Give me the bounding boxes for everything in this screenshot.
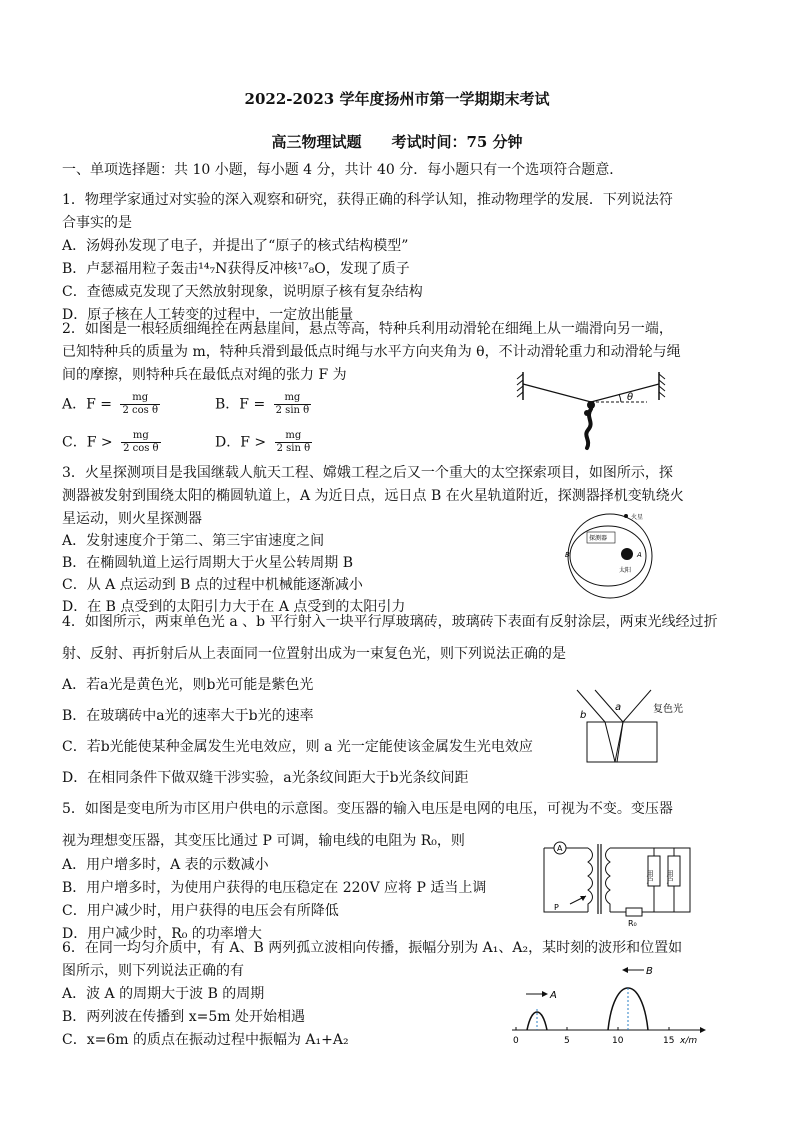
q4-stem-line1: 4．如图所示，两束单色光 a 、b 平行射入一块平行厚玻璃砖，玻璃砖下表面有反射涂层，两束光线经过折 xyxy=(62,614,718,630)
sun-icon xyxy=(621,548,633,560)
q5-r0-label: R₀ xyxy=(628,919,637,928)
q5-ammeter-label: A xyxy=(557,844,563,853)
q6-option-b: B．两列波在传播到 x=5m 处开始相遇 xyxy=(62,1009,305,1025)
q6-tick-label: 10 xyxy=(612,1036,624,1046)
q5-stem-line1: 5．如图是变电所为市区用户供电的示意图。变压器的输入电压是电网的电压，可视为不变。变压器 xyxy=(62,801,673,817)
q2-option-a: A．F = $\frac{mg}{\text{2 cos θ}}$ xyxy=(62,392,158,416)
q5-option-c: C．用户减少时，用户获得的电压会有所降低 xyxy=(62,903,339,919)
q2-stem-line1: 2．如图是一根轻质细绳拴在两悬崖间，悬点等高，特种兵利用动滑轮在细绳上从一端滑向另一端， xyxy=(62,321,673,337)
q1-option-d: D．原子核在人工转变的过程中，一定放出能量 xyxy=(62,307,354,323)
q3-point-b: B xyxy=(565,551,570,559)
mars-icon xyxy=(624,514,628,518)
page-title: 2022-2023 学年度扬州市第一学期期末考试 xyxy=(244,90,550,108)
q5-circuit-figure xyxy=(540,834,700,928)
q1-stem-line1: 1．物理学家通过对实验的深入观察和研究，获得正确的科学认知，推动物理学的发展．下列说法符 xyxy=(62,192,673,208)
q4-option-b: B．在玻璃砖中a光的速率大于b光的速率 xyxy=(62,708,314,724)
q1-option-b: B．卢瑟福用粒子轰击¹⁴₇N获得反冲核¹⁷₈O，发现了质子 xyxy=(62,261,410,277)
q5-stem-line2: 视为理想变压器，其变压比通过 P 可调，输电线的电阻为 R₀，则 xyxy=(62,833,465,849)
q5-option-b: B．用户增多时，为使用户获得的电压稳定在 220V 应将 P 适当上调 xyxy=(62,880,487,896)
q4-stem-line2: 射、反射、再折射后从上表面同一位置射出成为一束复色光，则下列说法正确的是 xyxy=(62,646,566,662)
q2-option-c: C．F > $\frac{mg}{\text{2 cos θ}}$ xyxy=(62,430,159,454)
q4-option-a: A．若a光是黄色光，则b光可能是紫色光 xyxy=(62,677,314,693)
q5-option-a: A．用户增多时，A 表的示数减小 xyxy=(62,857,269,873)
q4-beam-a-label: a xyxy=(615,702,622,713)
q6-stem-line1: 6．在同一均匀介质中，有 A、B 两列孤立波相向传播，振幅分别为 A₁、A₂，某时刻的波形和位置如 xyxy=(62,940,683,956)
section-intro: 一、单项选择题：共 10 小题，每小题 4 分，共计 40 分．每小题只有一个选项符合题意． xyxy=(62,162,624,178)
q3-mars-label: 火星 xyxy=(631,514,644,521)
q6-tick-label: 0 xyxy=(513,1036,519,1046)
q3-option-b: B．在椭圆轨道上运行周期大于火星公转周期 B xyxy=(62,555,354,571)
q2-rope-figure xyxy=(515,370,665,460)
q2-stem-line3: 间的摩擦，则特种兵在最低点对绳的张力 F 为 xyxy=(62,367,347,383)
q2-option-d: D．F > $\frac{mg}{\text{2 sin θ}}$ xyxy=(215,430,311,454)
q4-glass-figure xyxy=(575,688,700,768)
q5-user-label-1: 用户 xyxy=(646,870,654,884)
q6-axis-unit: x/m xyxy=(680,1036,698,1046)
q1-option-c: C．查德威克发现了天然放射现象，说明原子核有复杂结构 xyxy=(62,284,423,300)
q6-tick-label: 5 xyxy=(564,1036,570,1046)
q1-option-a: A．汤姆孙发现了电子，并提出了“原子的核式结构模型” xyxy=(62,238,409,254)
q4-mixed-label: 复色光 xyxy=(653,704,683,715)
q4-option-c: C．若b光能使某种金属发生光电效应，则 a 光一定能使该金属发生光电效应 xyxy=(62,739,533,755)
q5-user-label-2: 用户 xyxy=(666,870,674,884)
q5-p-label: P xyxy=(554,903,559,912)
q2-theta-label: θ xyxy=(627,392,634,403)
q4-option-d: D．在相同条件下做双缝干涉实验，a光条纹间距大于b光条纹间距 xyxy=(62,770,469,786)
q6-wave-a-label: A xyxy=(550,990,557,1001)
q3-sun-label: 太阳 xyxy=(619,567,632,574)
q1-stem-line2: 合事实的是 xyxy=(62,215,132,231)
q3-option-d: D．在 B 点受到的太阳引力大于在 A 点受到的太阳引力 xyxy=(62,599,406,615)
q6-stem-line2: 图所示，则下列说法正确的有 xyxy=(62,963,244,979)
q5-option-d: D．用户减少时，R₀ 的功率增大 xyxy=(62,926,262,942)
q3-option-c: C．从 A 点运动到 B 点的过程中机械能逐渐减小 xyxy=(62,577,363,593)
q3-option-a: A．发射速度介于第二、第三宇宙速度之间 xyxy=(62,533,325,549)
resistor-r0 xyxy=(626,908,642,916)
q3-stem-line2: 测器被发射到围绕太阳的椭圆轨道上，A 为近日点，远日点 B 在火星轨道附近，探测器择机变轨绕火 xyxy=(62,488,684,504)
q6-tick-label: 15 xyxy=(663,1036,675,1046)
q3-stem-line3: 星运动，则火星探测器 xyxy=(62,511,202,527)
page-subtitle: 高三物理试题 考试时间：75 分钟 xyxy=(271,133,523,151)
q6-option-c: C．x=6m 的质点在振动过程中振幅为 A₁+A₂ xyxy=(62,1032,349,1048)
q2-option-b: B．F = $\frac{mg}{\text{2 sin θ}}$ xyxy=(215,392,310,416)
q3-orbit-figure xyxy=(565,512,675,602)
q6-wave-figure xyxy=(508,966,708,1048)
q6-option-a: A．波 A 的周期大于波 B 的周期 xyxy=(62,986,265,1002)
q3-point-a: A xyxy=(637,551,642,559)
q6-wave-b-label: B xyxy=(646,966,653,977)
q3-probe-label: 探测器 xyxy=(589,535,608,542)
q4-beam-b-label: b xyxy=(580,710,587,721)
q2-stem-line2: 已知特种兵的质量为 m，特种兵滑到最低点时绳与水平方向夹角为 θ，不计动滑轮重力和动滑轮与绳 xyxy=(62,344,681,360)
q3-stem-line1: 3．火星探测项目是我国继载人航天工程、嫦娥工程之后又一个重大的太空探索项目，如图所示，探 xyxy=(62,465,673,481)
